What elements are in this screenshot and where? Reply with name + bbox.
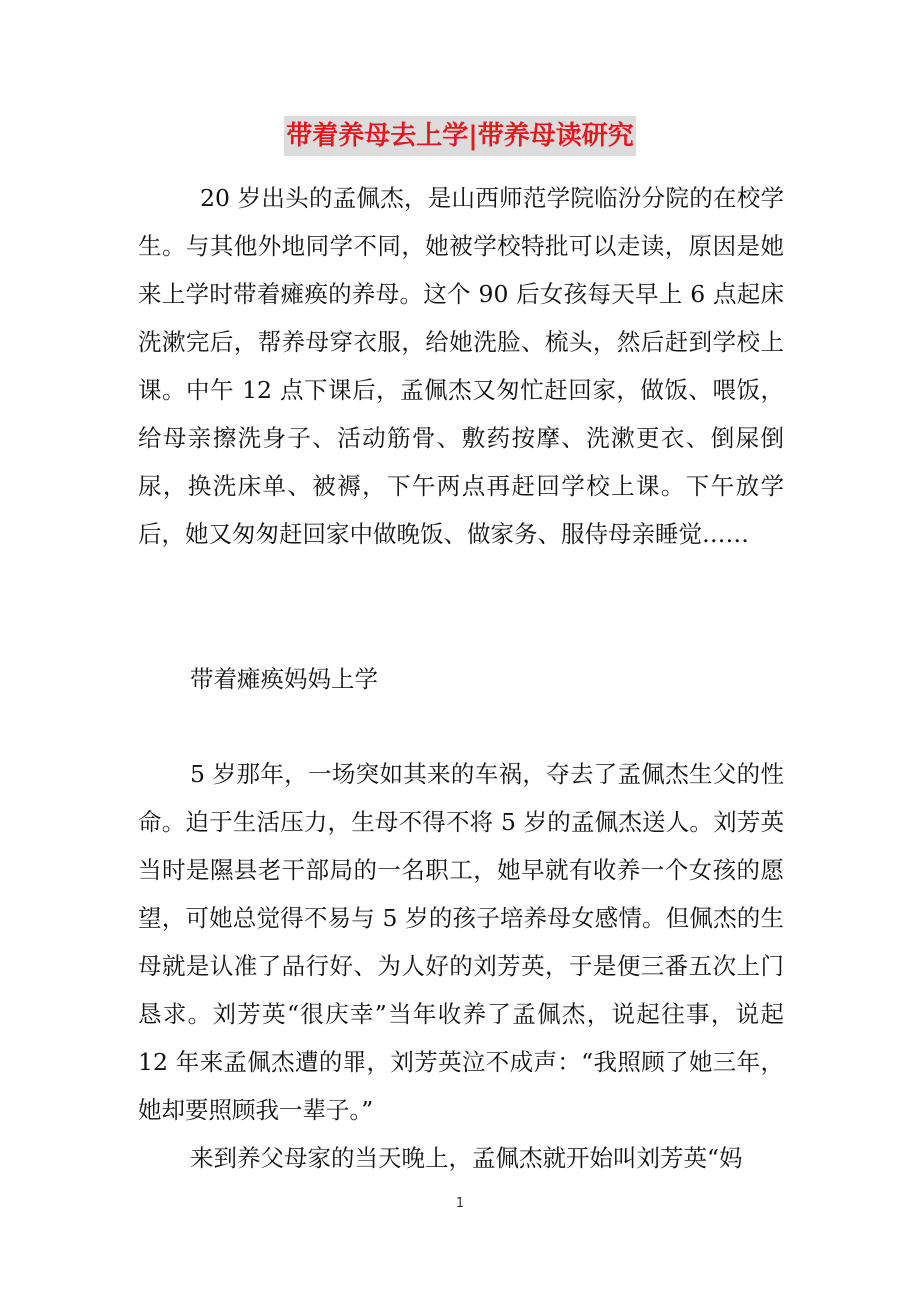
section-subheading: 带着瘫痪妈妈上学 xyxy=(190,665,378,693)
document-title: 带着养母去上学|带养母读研究 xyxy=(284,116,636,156)
paragraph-intro: 20 岁出头的孟佩杰，是山西师范学院临汾分院的在校学生。与其他外地同学不同，她被学校特批可以走读，原因是她来上学时带着瘫痪的养母。这个 90 后女孩每天早上 6 点起床洗漱完后，帮养母穿衣服，给她洗脸、梳头，然后赶到学校上课。中午 12 点下课后，孟佩杰又匆忙赶回家，做饭、喂饭，给母亲擦洗身子、活动筋骨、敷药按摩、洗漱更衣、倒屎倒尿，换洗床单、被褥，下午两点再赶回学校上课。下午放学后，她又匆匆赶回家中做晚饭、做家务、服侍母亲睡觉…… xyxy=(138,184,784,548)
paragraph-continued: 来到养父母家的当天晚上，孟佩杰就开始叫刘芳英“妈 xyxy=(190,1144,743,1172)
title-block xyxy=(0,116,920,156)
paragraph-background: 5 岁那年，一场突如其来的车祸，夺去了孟佩杰生父的性命。迫于生活压力，生母不得不将 5 岁的孟佩杰送人。刘芳英当时是隰县老干部局的一名职工，她早就有收养一个女孩的愿望，可她总觉得不易与 5 岁的孩子培养母女感情。但佩杰的生母就是认准了品行好、为人好的刘芳英，于是便三番五次上门恳求。刘芳英“很庆幸”当年收养了孟佩杰，说起往事，说起 12 年来孟佩杰遭的罪，刘芳英泣不成声：“我照顾了她三年，她却要照顾我一辈子。” xyxy=(138,760,784,1124)
page-number: 1 xyxy=(455,1196,465,1211)
